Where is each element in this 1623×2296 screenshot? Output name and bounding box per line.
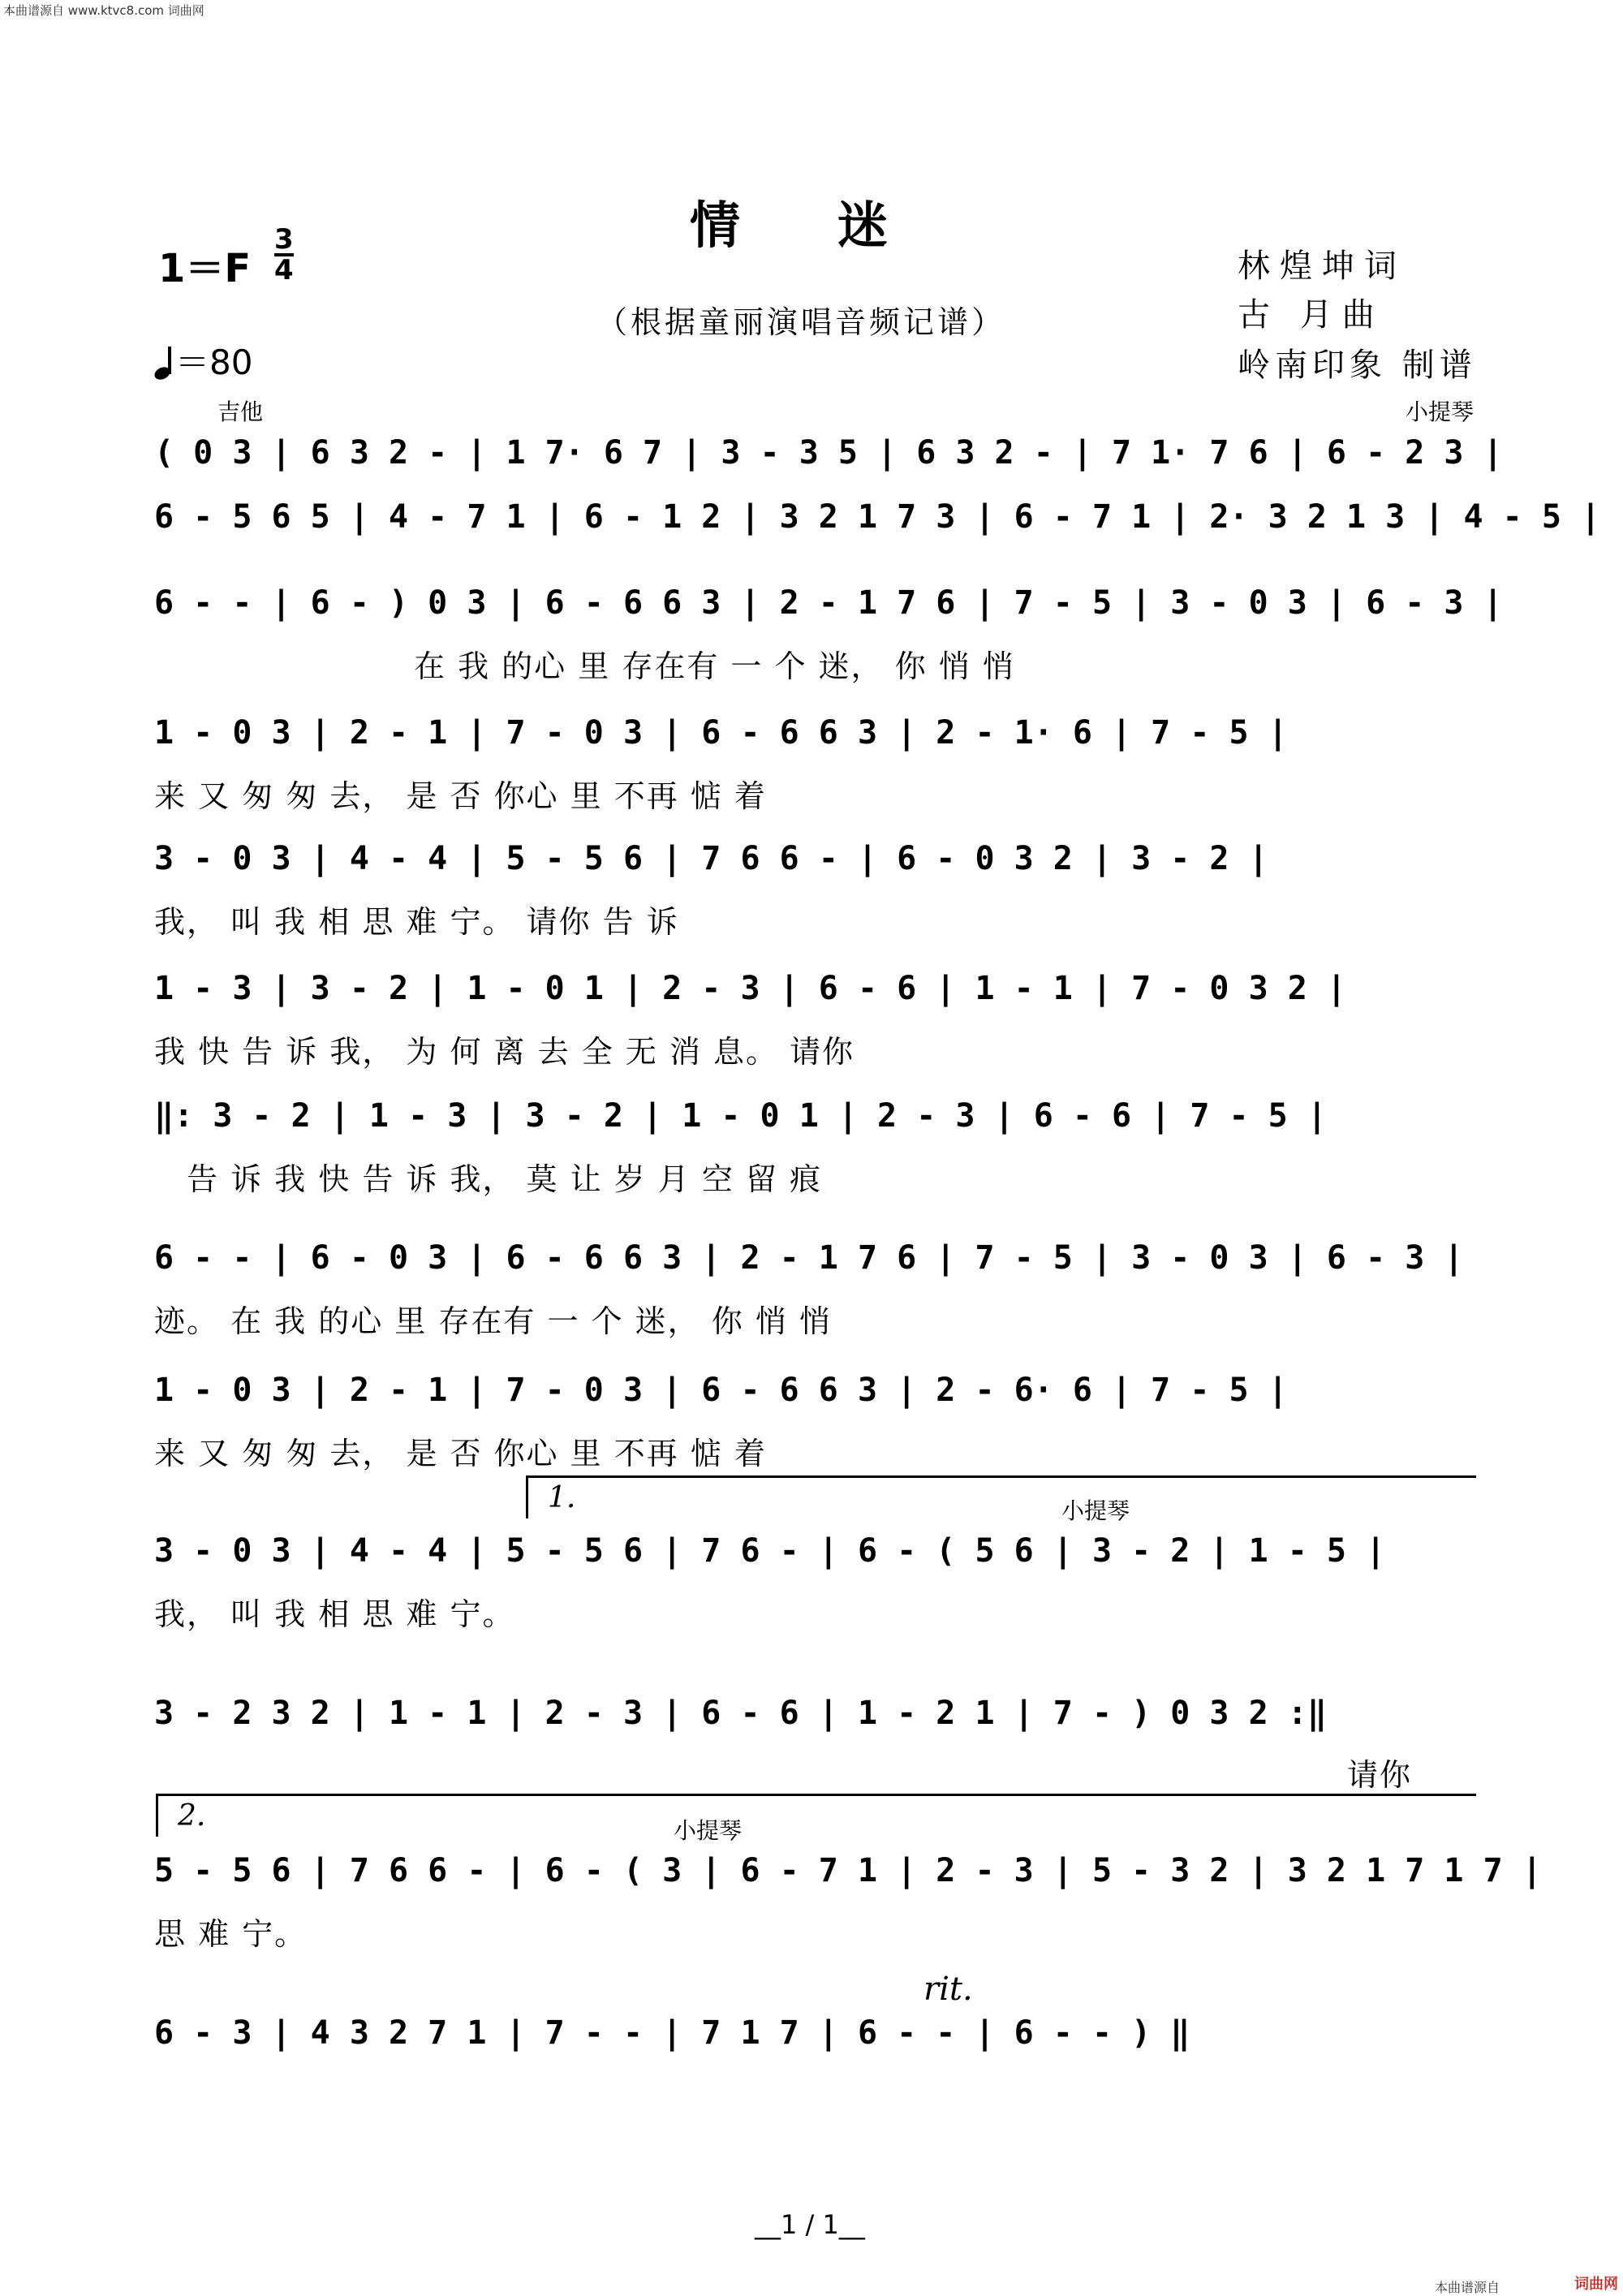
tempo-marking xyxy=(154,336,252,385)
notation-line: 6 - 3 | 4 3 2 7 1 | 7 - - | 7 1 7 | 6 - - | 6 - - ) ‖ xyxy=(154,2014,1190,2052)
volta-2 xyxy=(156,1794,1476,1837)
composer-credit: 古 月曲 xyxy=(1238,296,1384,334)
lyric-line: 告 诉 我 快 告 诉 我， 莫 让 岁 月 空 留 痕 xyxy=(187,1161,823,1197)
subtitle: （根据童丽演唱音频记谱） xyxy=(596,304,1006,340)
violin-label: 小提琴 xyxy=(1406,398,1474,425)
song-title: 情迷 xyxy=(690,196,986,255)
time-bottom: 4 xyxy=(274,254,294,286)
lyric-line: 我， 叫 我 相 思 难 宁。 请你 告 诉 xyxy=(154,904,679,940)
lyricist-credit: 林煌坤词 xyxy=(1238,248,1406,285)
footer-logo: 词曲网 xyxy=(1574,2276,1618,2293)
notation-line: 1 - 3 | 3 - 2 | 1 - 0 1 | 2 - 3 | 6 - 6 | 1 - 1 | 7 - 0 3 2 | xyxy=(154,970,1347,1007)
notation-line: ( 0 3 | 6 3 2 - | 1 7· 6 7 | 3 - 3 5 | 6 3 2 - | 7 1· 7 6 | 6 - 2 3 | xyxy=(154,434,1503,472)
lyric-line: 请你 xyxy=(1347,1757,1413,1793)
lyric-line: 来 又 匆 匆 去， 是 否 你心 里 不再 惦 着 xyxy=(154,1436,767,1471)
notation-line: 3 - 0 3 | 4 - 4 | 5 - 5 6 | 7 6 - | 6 - ( 5 6 | 3 - 2 | 1 - 5 | xyxy=(154,1532,1386,1570)
violin-label-3: 小提琴 xyxy=(674,1817,743,1844)
lyric-line: 我 快 告 诉 我， 为 何 离 去 全 无 消 息。 请你 xyxy=(154,1034,855,1070)
lyric-line: 思 难 宁。 xyxy=(154,1916,308,1952)
source-watermark: 本曲谱源自 www.ktvc8.com 词曲网 xyxy=(3,3,204,18)
notation-line: 6 - 5 6 5 | 4 - 7 1 | 6 - 1 2 | 3 2 1 7 3 | 6 - 7 1 | 2· 3 2 1 3 | 4 - 5 | xyxy=(154,498,1601,536)
lyric-line: 迹。 在 我 的心 里 存在有 一 个 迷， 你 悄 悄 xyxy=(154,1303,832,1339)
arranger-credit: 岭南印象 制谱 xyxy=(1238,347,1477,384)
notation-line: ‖: 3 - 2 | 1 - 3 | 3 - 2 | 1 - 0 1 | 2 - 3 | 6 - 6 | 7 - 5 | xyxy=(154,1097,1327,1135)
time-top: 3 xyxy=(274,223,294,256)
guitar-label: 吉他 xyxy=(217,398,264,425)
notation-line: 3 - 2 3 2 | 1 - 1 | 2 - 3 | 6 - 6 | 1 - 2 1 | 7 - ) 0 3 2 :‖ xyxy=(154,1695,1327,1732)
volta-1 xyxy=(526,1475,1476,1518)
volta-2-label: 2. xyxy=(178,1799,206,1833)
volta-1-label: 1. xyxy=(548,1481,576,1514)
violin-label-2: 小提琴 xyxy=(1061,1497,1130,1524)
time-signature xyxy=(274,223,294,286)
notation-line: 1 - 0 3 | 2 - 1 | 7 - 0 3 | 6 - 6 6 3 | 2 - 6· 6 | 7 - 5 | xyxy=(154,1372,1288,1409)
ritardando-mark: rit. xyxy=(923,1971,973,2008)
lyric-line: 我， 叫 我 相 思 难 宁。 xyxy=(154,1596,515,1632)
footer-source: 本曲谱源自 xyxy=(1435,2280,1500,2295)
notation-line: 5 - 5 6 | 7 6 6 - | 6 - ( 3 | 6 - 7 1 | 2 - 3 | 5 - 3 2 | 3 2 1 7 1 7 | xyxy=(154,1852,1542,1889)
quarter-note-icon xyxy=(154,347,175,379)
notation-line: 1 - 0 3 | 2 - 1 | 7 - 0 3 | 6 - 6 6 3 | 2 - 1· 6 | 7 - 5 | xyxy=(154,714,1288,752)
tempo-value: ＝80 xyxy=(175,342,253,382)
page-number: __1 / 1__ xyxy=(755,2209,865,2240)
lyric-line: 在 我 的心 里 存在有 一 个 迷， 你 悄 悄 xyxy=(414,648,1015,684)
lyric-line: 来 又 匆 匆 去， 是 否 你心 里 不再 惦 着 xyxy=(154,778,767,814)
key-signature: 1＝F xyxy=(158,246,252,291)
notation-line: 6 - - | 6 - ) 0 3 | 6 - 6 6 3 | 2 - 1 7 6 | 7 - 5 | 3 - 0 3 | 6 - 3 | xyxy=(154,584,1503,622)
notation-line: 3 - 0 3 | 4 - 4 | 5 - 5 6 | 7 6 6 - | 6 - 0 3 2 | 3 - 2 | xyxy=(154,840,1268,877)
notation-line: 6 - - | 6 - 0 3 | 6 - 6 6 3 | 2 - 1 7 6 | 7 - 5 | 3 - 0 3 | 6 - 3 | xyxy=(154,1239,1464,1277)
